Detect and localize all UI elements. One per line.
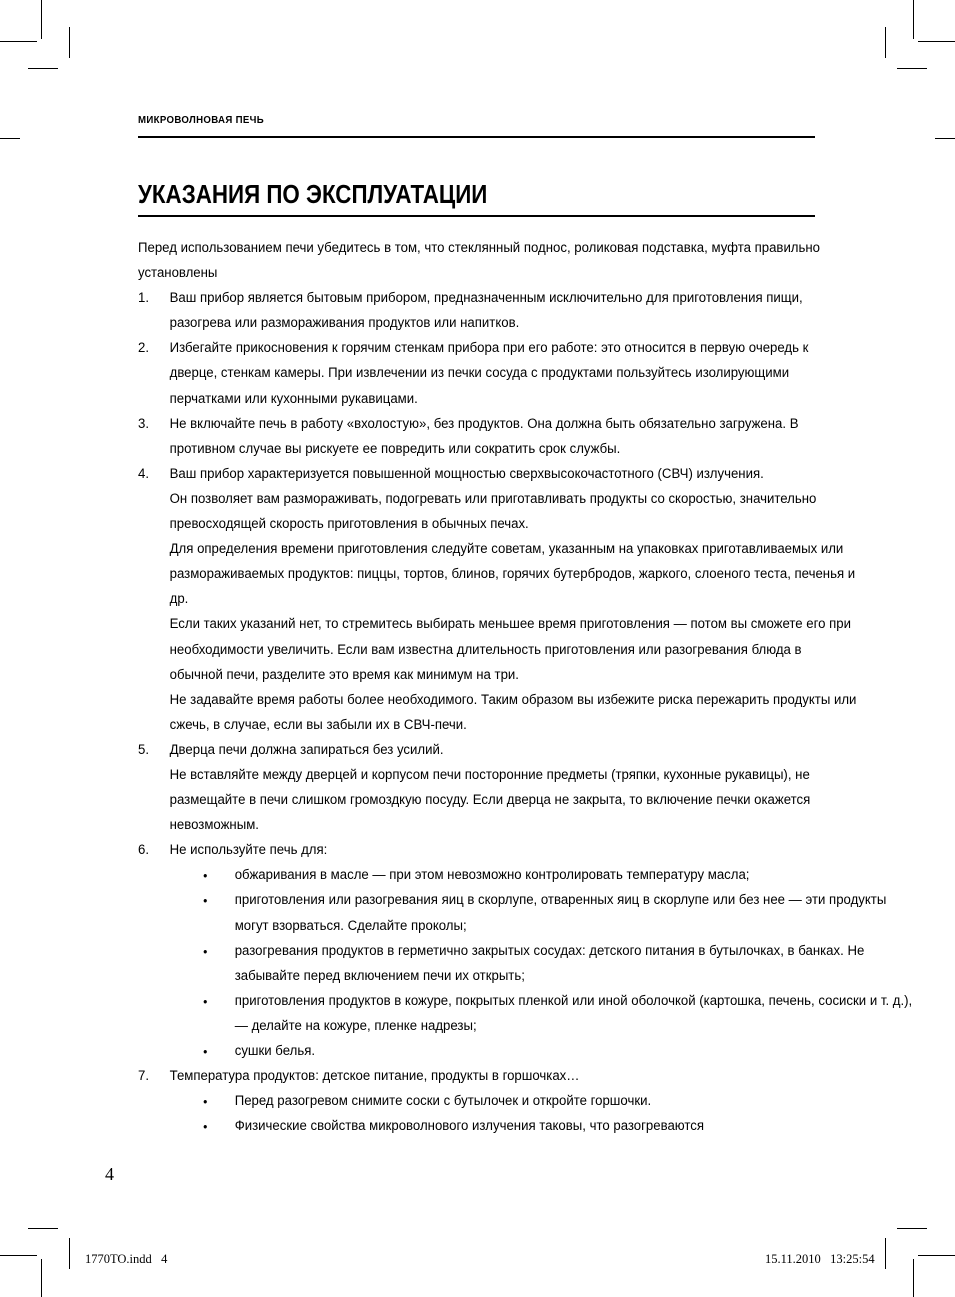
crop-mark-top-right-horizontal [918, 41, 955, 42]
bullet-list-item [138, 1089, 923, 1114]
list-item [138, 336, 858, 411]
list-item-text: Не включайте печь в работу «вхолостую», без продуктов. Она должна быть обязательно загружена. В противном случае вы рискуете ее повредить или сократить срок службы. [169, 415, 799, 457]
bullet-list-item-text: разогревания продуктов в герметично закрытых сосудах: детского питания в бутылочках, в банках. Не забывайте перед включением печи их открыть; [234, 942, 865, 984]
intro-paragraph: Перед использованием печи убедитесь в том, что стеклянный поднос, роликовая подставка, муфта правильно установлены [138, 240, 821, 282]
list-item-text: Не используйте печь для: [169, 842, 328, 859]
list-item [138, 838, 858, 863]
list-item-text: Дверца печи должна запираться без усилий. [169, 741, 444, 758]
list-item [138, 412, 858, 462]
page-title: УКАЗАНИЯ ПО ЭКСПЛУАТАЦИИ [138, 179, 488, 209]
bullet-icon: • [203, 1044, 208, 1059]
trim-mark-bottom-right-horizontal [897, 1228, 927, 1229]
bullet-list-item-text: Перед разогревом снимите соски с бутылочек и откройте горшочки. [234, 1093, 652, 1110]
slug-timestamp: 15.11.2010 13:25:54 [765, 1252, 875, 1266]
registration-mark-right-edge [935, 138, 955, 139]
registration-mark-left-edge [0, 138, 20, 139]
list-item-text: Температура продуктов: детское питание, продукты в горшочках… [169, 1068, 580, 1085]
trim-mark-bottom-left-vertical [69, 1238, 70, 1269]
running-head: МИКРОВОЛНОВАЯ ПЕЧЬ [138, 114, 265, 126]
trim-mark-bottom-right-vertical [885, 1238, 886, 1269]
bullet-icon: • [203, 893, 208, 909]
list-item-number: 1. [138, 290, 150, 307]
crop-mark-bottom-right-vertical [913, 1259, 914, 1297]
bullet-list-item [138, 939, 923, 989]
bullet-list-item [138, 1114, 923, 1139]
list-item-text: Ваш прибор является бытовым прибором, предназначенным исключительно для приготовления пищи, разогрева или размораживания продуктов или напитков. [169, 290, 803, 332]
bullet-icon: • [203, 1094, 208, 1110]
list-item [138, 286, 858, 336]
trim-mark-top-right-vertical [885, 27, 886, 58]
trim-mark-top-left-vertical [69, 27, 70, 58]
crop-mark-bottom-left-vertical [41, 1259, 42, 1297]
list-item [138, 1064, 858, 1089]
bullet-list-item [138, 1039, 923, 1064]
bullet-icon: • [203, 943, 208, 959]
list-item-number: 7. [138, 1068, 150, 1085]
trim-mark-top-right-horizontal [897, 68, 927, 69]
list-item-number: 5. [138, 741, 150, 758]
running-head-rule [138, 136, 815, 138]
body-content [138, 236, 913, 1139]
bullet-list-item [138, 863, 923, 888]
trim-mark-top-left-horizontal [28, 68, 58, 69]
list-item-continuation: Не вставляйте между дверцей и корпусом печи посторонние предметы (тряпки, кухонные рукавицы), не размещайте в печи слишком громоздкую посуду. Если дверца не закрыта, то включение печки окажется невозможным. [169, 766, 811, 834]
crop-mark-top-left-horizontal [0, 41, 37, 42]
list-item [138, 738, 858, 763]
page-title-rule [138, 215, 815, 217]
bullet-list-item [138, 888, 923, 938]
crop-mark-bottom-left-horizontal [0, 1255, 37, 1256]
crop-mark-top-left-vertical [41, 0, 42, 39]
bullet-list-item-text: обжаривания в масле — при этом невозможно контролировать температуру масла; [234, 867, 750, 884]
list-item-number: 3. [138, 415, 150, 432]
page-number: 4 [105, 1164, 114, 1184]
list-item-continuation: Он позволяет вам размораживать, подогревать или приготавливать продукты со скоростью, значительно превосходящей скорость приготовления в обычных печах. [169, 490, 817, 533]
bullet-icon: • [203, 993, 208, 1009]
list-item-continuation: Для определения времени приготовления следуйте советам, указанным на упаковках приготавливаемых или размораживаемых продуктов: пиццы, тортов, блинов, горячих бутербродов, жаркого, слоеного теста, печенья и др. [169, 541, 856, 608]
bullet-list-item-text: Физические свойства микроволнового излучения таковы, что разогреваются [234, 1118, 705, 1135]
list-item-text: Избегайте прикосновения к горячим стенкам прибора при его работе: это относится в первую очередь к дверце, стенкам камеры. При извлечении из печки сосуда с продуктами пользуйтесь изолирующими перчатками или кухонными рукавицами. [169, 340, 809, 407]
bullet-list-item-text: приготовления продуктов в кожуре, покрытых пленкой или иной оболочкой (картошка, печень, сосиски и т. д.), — делайте на кожуре, пленке надрезы; [234, 992, 913, 1034]
trim-mark-bottom-left-horizontal [28, 1228, 58, 1229]
crop-mark-bottom-right-horizontal [918, 1255, 955, 1256]
bullet-list-item [138, 989, 923, 1039]
crop-mark-top-right-vertical [913, 0, 914, 39]
bullet-icon: • [203, 868, 208, 884]
list-item-number: 6. [138, 842, 150, 859]
list-item-continuation: Если таких указаний нет, то стремитесь выбирать меньшее время приготовления — потом вы сможете его при необходимости увеличить. Если вам известна длительность приготовления или разогревания блюда в обычной печи, разделите это время как минимум на три. [169, 616, 852, 683]
bullet-list-item-text: сушки белья. [234, 1043, 316, 1059]
bullet-icon: • [203, 1119, 208, 1135]
list-item-number: 4. [138, 465, 150, 482]
list-item-continuation: Не задавайте время работы более необходимого. Таким образом вы избежите риска пережарить продукты или сжечь, в случае, если вы забыли их в СВЧ-печи. [169, 691, 857, 733]
bullet-list-item-text: приготовления или разогревания яиц в скорлупе, отваренных яиц в скорлупе или без нее — эти продукты могут взорваться. Сделайте проколы; [234, 892, 887, 934]
slug-filename: 1770TO.indd 4 [85, 1252, 168, 1266]
list-item [138, 462, 858, 487]
list-item-text: Ваш прибор характеризуется повышенной мощностью сверхвысокочастотного (СВЧ) излучения. [169, 465, 764, 482]
list-item-number: 2. [138, 340, 150, 357]
